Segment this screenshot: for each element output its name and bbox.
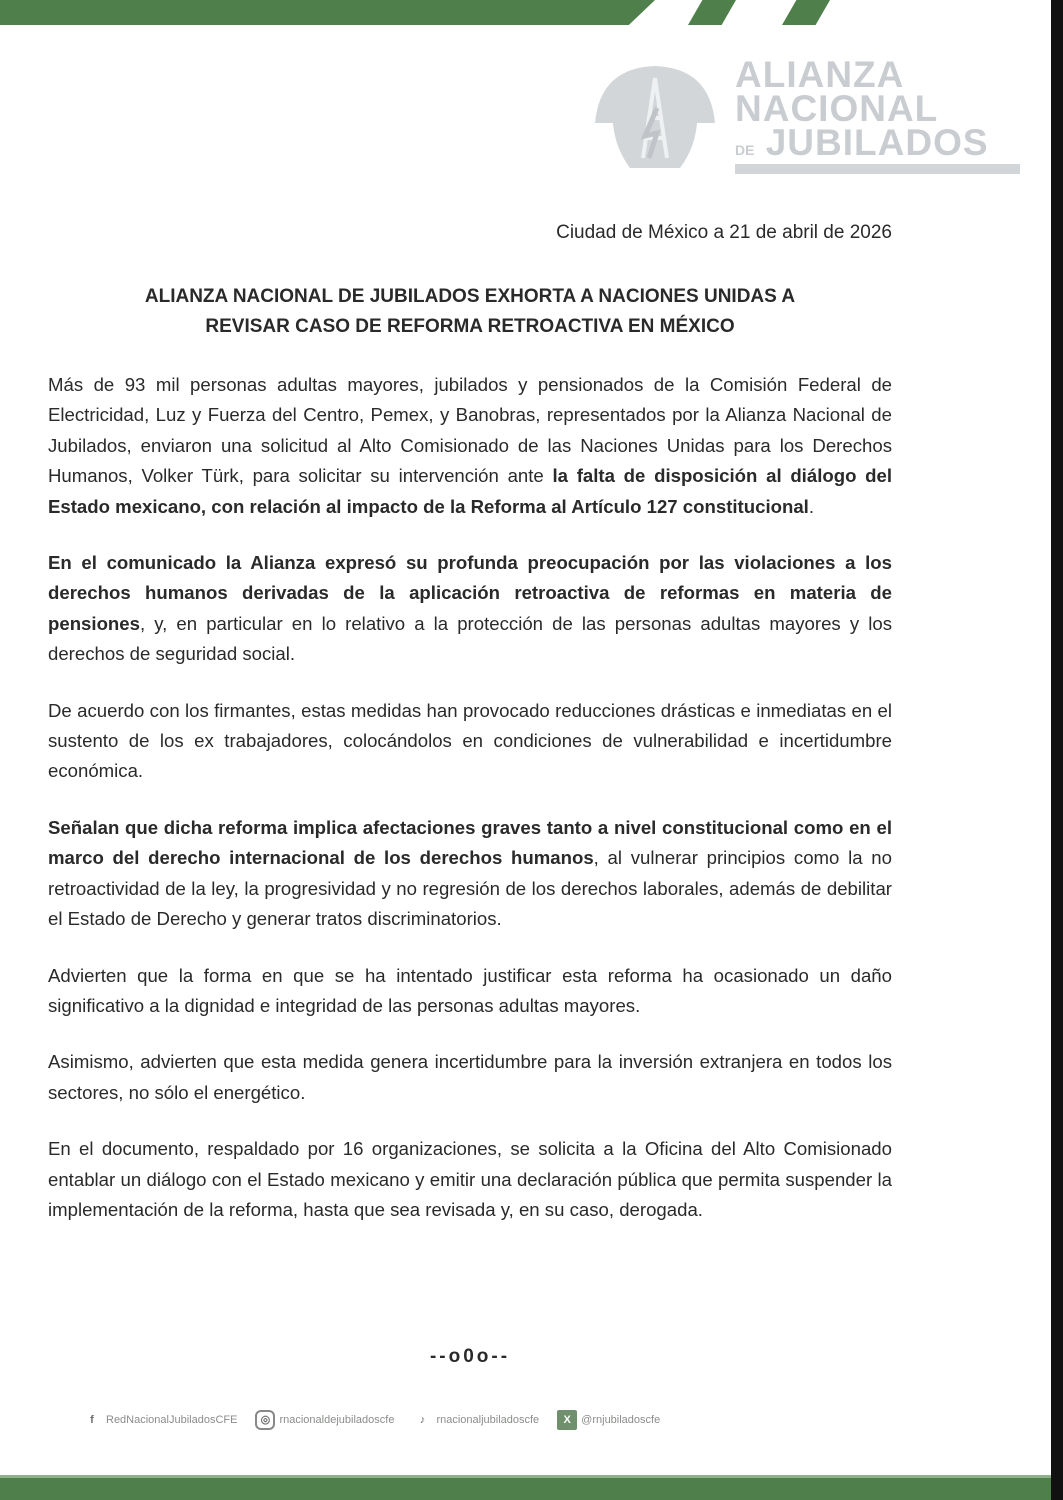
facebook-handle[interactable] — [82, 1410, 237, 1430]
paragraph: De acuerdo con los firmantes, estas medidas han provocado reducciones drásticas e inmediatas en el sustento de los ex trabajadores, colocándolos en condiciones de vulnerabilidad e incertidumbre económica. — [48, 699, 892, 782]
x-icon: X — [557, 1410, 577, 1430]
paragraph: Asimismo, advierten que esta medida genera incertidumbre para la inversión extranjera en todos los sectores, no sólo el energético. — [48, 1051, 892, 1103]
document-title — [48, 282, 892, 342]
header-green-bar — [0, 0, 655, 25]
footer-green-bar — [0, 1475, 1051, 1500]
bold-text: Señalan que dicha reforma implica afectaciones graves tanto a nivel constitucional como en el marco del derecho internacional de los derechos humanos — [48, 816, 892, 869]
header-slash — [782, 0, 830, 25]
organization-logo — [585, 54, 1025, 178]
helmet-tower-icon — [585, 58, 725, 173]
text: , al vulnerar principios como la no retroactividad de la ley, la progresividad y no regresión de los derechos laborales, además de debilitar el Estado de Derecho y generar tratos discriminatorios. — [48, 847, 892, 930]
logo-wordmark — [735, 54, 989, 167]
logo-tagline-bar — [735, 164, 1020, 174]
paragraph — [48, 813, 892, 935]
text: . — [808, 495, 815, 517]
logo-line3: JUBILADOS — [765, 122, 989, 163]
instagram-handle[interactable] — [255, 1410, 394, 1430]
paragraph — [48, 548, 892, 670]
bold-text: En el comunicado la Alianza expresó su profunda preocupación por las violaciones a los derechos humanos derivadas de la aplicación retroactiva de reformas en materia de pensiones — [48, 552, 892, 634]
facebook-icon: f — [90, 1414, 94, 1426]
logo-line1: ALIANZA — [735, 54, 905, 95]
bold-text: la falta de disposición al diálogo del Estado mexicano, con relación al impacto de la Reforma al Artículo 127 constitucional — [48, 465, 893, 517]
text: , y, en particular en lo relativo a la protección de las personas adultas mayores y los derechos de seguridad social. — [48, 612, 892, 665]
page-edge — [1051, 0, 1063, 1500]
x-text: @rnjubiladoscfe — [581, 1414, 661, 1426]
tiktok-icon: ♪ — [419, 1414, 426, 1426]
logo-line2: NACIONAL — [735, 88, 939, 129]
instagram-text: rnacionaldejubiladoscfe — [279, 1414, 395, 1426]
logo-de: DE — [735, 142, 755, 158]
x-handle[interactable] — [557, 1410, 660, 1430]
social-footer — [82, 1410, 668, 1430]
paragraph: En el documento, respaldado por 16 organizaciones, se solicita a la Oficina del Alto Comisionado entablar un diálogo con el Estado mexicano y emitir una declaración pública que permita suspender la implementación de la reforma, hasta que sea revisada y, en su caso, derogada. — [48, 1138, 892, 1220]
document-body — [48, 370, 892, 1251]
paragraph: Advierten que la forma en que se ha intentado justificar esta reforma ha ocasionado un daño significativo a la dignidad e integridad de las personas adultas mayores. — [48, 964, 892, 1016]
title-line1: ALIANZA NACIONAL DE JUBILADOS EXHORTA A NACIONES UNIDAS A — [144, 286, 796, 307]
tiktok-handle[interactable] — [412, 1410, 539, 1430]
title-line2: REVISAR CASO DE REFORMA RETROACTIVA EN MÉXICO — [205, 316, 735, 337]
instagram-icon: ◎ — [255, 1410, 275, 1430]
closing-separator: --o0o-- — [429, 1346, 511, 1367]
document-date: Ciudad de México a 21 de abril de 2026 — [556, 222, 892, 243]
facebook-text: RedNacionalJubiladosCFE — [106, 1414, 238, 1426]
header-slash — [688, 0, 736, 25]
text: Más de 93 mil personas adultas mayores, jubilados y pensionados de la Comisión Federal de Electricidad, Luz y Fuerza del Centro, Pemex, y Banobras, representados por la Alianza Nacional de Jubilados, enviaron una solicitud al Alto Comisionado de las Naciones Unidas para los Derechos Humanos, Volker Türk, para solicitar su intervención ante — [48, 374, 892, 487]
paragraph — [48, 370, 892, 522]
tiktok-text: rnacionaljubiladoscfe — [436, 1414, 540, 1426]
